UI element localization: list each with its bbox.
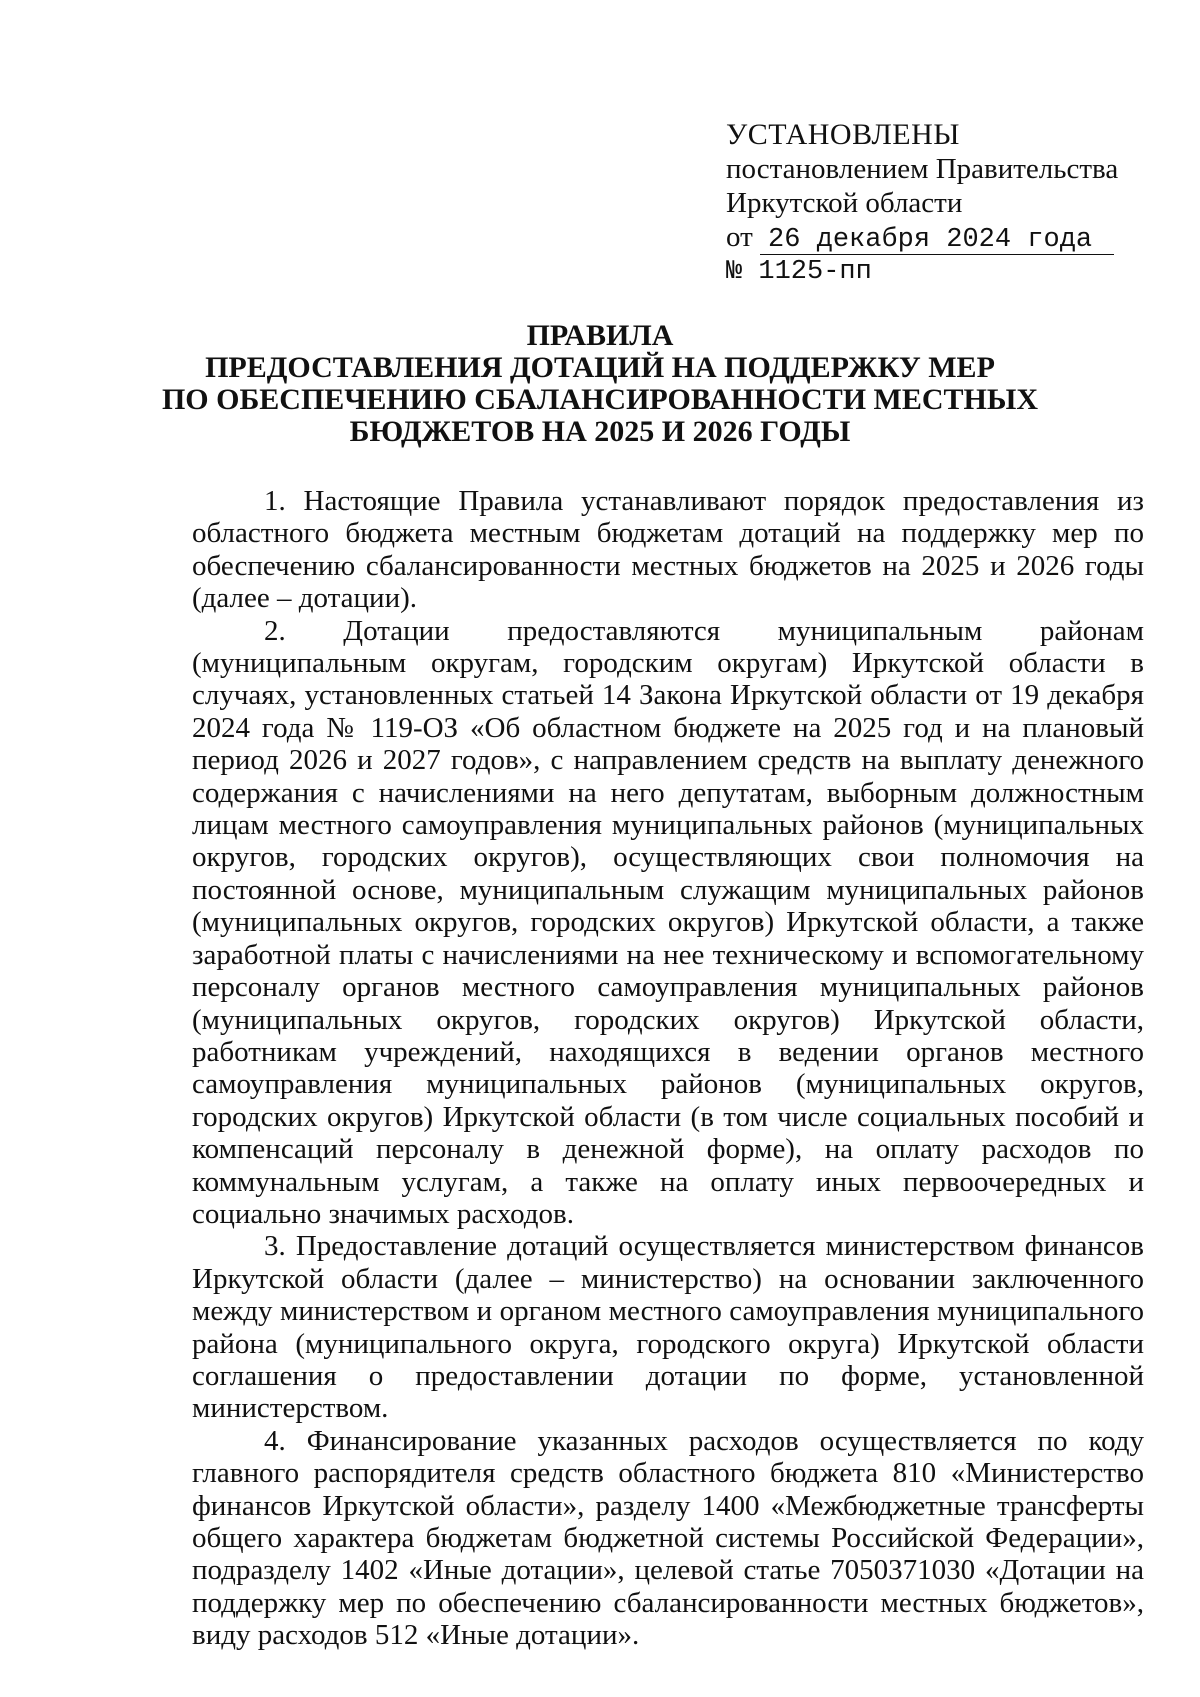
approval-date-row	[726, 220, 1146, 255]
paragraph-1: 1. Настоящие Правила устанавливают порядок предоставления из областного бюджета местным бюджетам дотаций на поддержку мер по обеспечению сбалансированности местных бюджетов на 2025 и 2026 годы (далее – дотации).	[192, 485, 1144, 615]
approval-date-value: 26 декабря 2024 года	[760, 226, 1114, 255]
approval-line-region: Иркутской области	[726, 187, 963, 219]
title-line-3: ПО ОБЕСПЕЧЕНИЮ СБАЛАНСИРОВАННОСТИ МЕСТНЫХ	[161, 383, 1039, 416]
approval-heading: УСТАНОВЛЕНЫ	[726, 118, 960, 151]
title-line-4: БЮДЖЕТОВ НА 2025 И 2026 ГОДЫ	[349, 415, 851, 448]
paragraph-2: 2. Дотации предоставляются муниципальным районам (муниципальным округам, городским округам) Иркутской области в случаях, установленных статьей 14 Закона Иркутской области от 19 декабря 2024 года № 119-ОЗ «Об областном бюджете на 2025 год и на плановый период 2026 и 2027 годов», с направлением средств на выплату денежного содержания с начислениями на него депутатам, выборным должностным лицам местного самоуправления муниципальных районов (муниципальных округов, городских округов), осуществляющих свои полномочия на постоянной основе, муниципальным служащим муниципальных районов (муниципальных округов, городских округов) Иркутской области, а также заработной платы с начислениями на нее техническому и вспомогательному персоналу органов местного самоуправления муниципальных районов (муниципальных округов, городских округов) Иркутской области, работникам учреждений, находящихся в ведении органов местного самоуправления муниципальных районов (муниципальных округов, городских округов) Иркутской области (в том числе социальных пособий и компенсаций персоналу в денежной форме), на оплату расходов по коммунальным услугам, а также на оплату иных первоочередных и социально значимых расходов.	[192, 614, 1144, 1230]
paragraph-4: 4. Финансирование указанных расходов осуществляется по коду главного распорядителя средств областного бюджета 810 «Министерство финансов Иркутской области», разделу 1400 «Межбюджетные трансферты общего характера бюджетам бюджетной системы Российской Федерации», подразделу 1402 «Иные дотации», целевой статье 7050371030 «Дотации на поддержку мер по обеспечению сбалансированности местных бюджетов», виду расходов 512 «Иные дотации».	[192, 1424, 1144, 1652]
approval-line-resolution: постановлением Правительства	[726, 153, 1119, 185]
approval-number-row	[726, 255, 1146, 289]
document-title	[150, 320, 1050, 448]
approval-number-value: 1125-пп	[758, 257, 872, 287]
document-body	[192, 485, 1144, 1652]
approval-date-prefix: от	[726, 221, 753, 253]
title-line-1: ПРАВИЛА	[526, 319, 674, 352]
approval-number-prefix: №	[726, 257, 743, 287]
approval-block	[726, 118, 1146, 289]
paragraph-3: 3. Предоставление дотаций осуществляется министерством финансов Иркутской области (далее – министерство) на основании заключенного между министерством и органом местного самоуправления муниципального района (муниципального округа, городского округа) Иркутской области соглашения о предоставлении дотации по форме, установленной министерством.	[192, 1230, 1144, 1425]
title-line-2: ПРЕДОСТАВЛЕНИЯ ДОТАЦИЙ НА ПОДДЕРЖКУ МЕР	[205, 351, 995, 384]
